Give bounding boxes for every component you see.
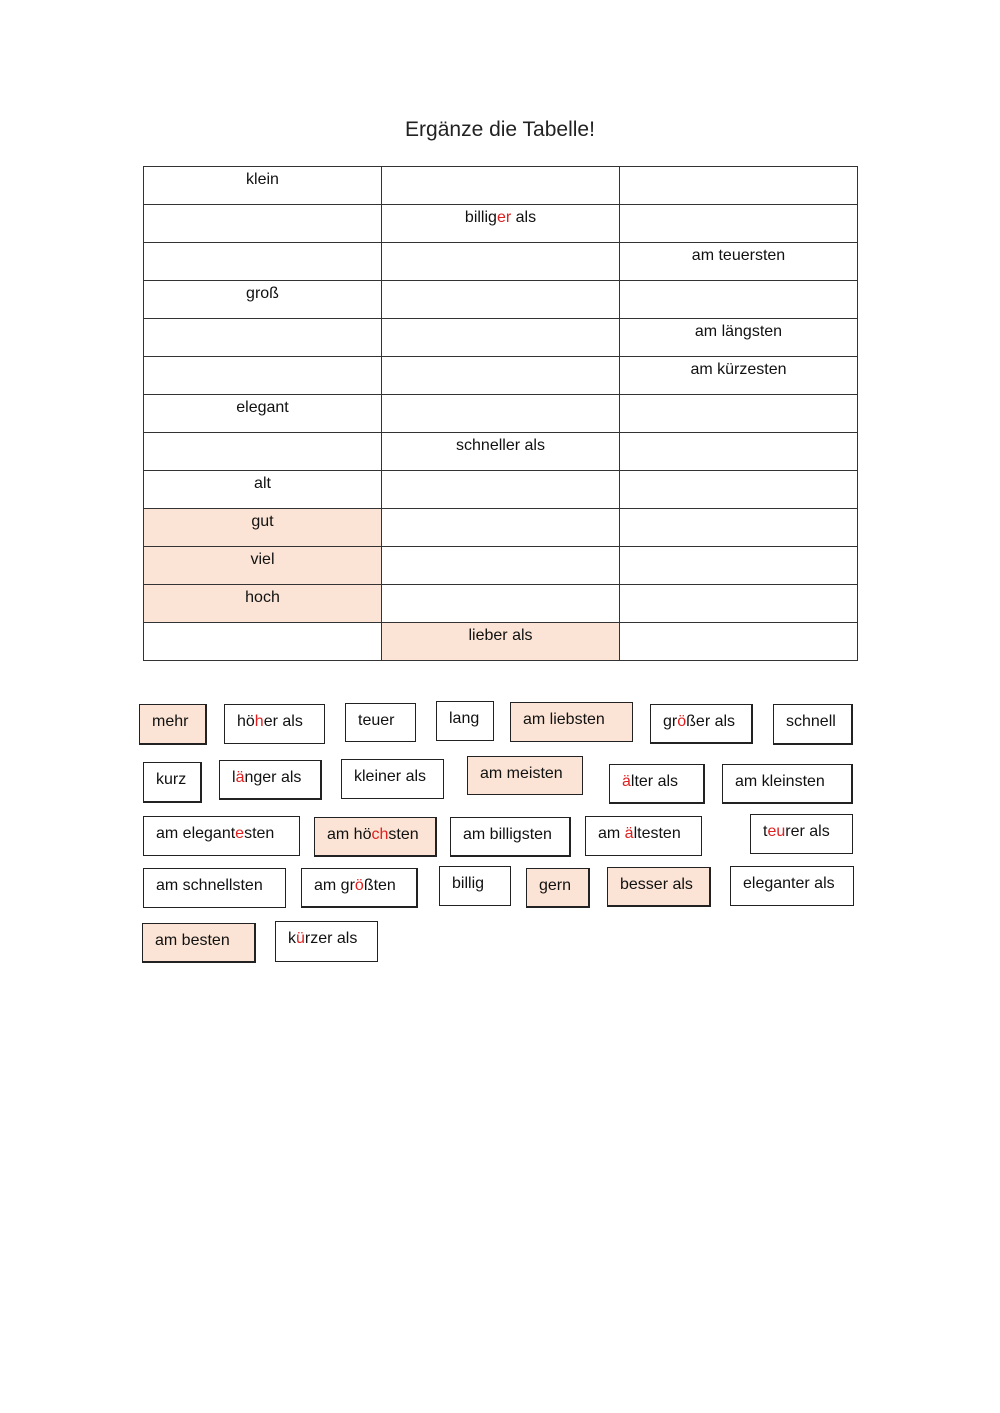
- table-cell: schneller als: [382, 433, 620, 471]
- highlighted-letters: ü: [296, 930, 305, 947]
- word-card[interactable]: [341, 759, 444, 799]
- word-card[interactable]: [609, 764, 705, 804]
- word-card[interactable]: [143, 762, 202, 803]
- table-cell[interactable]: [144, 243, 382, 281]
- word-card[interactable]: [526, 868, 590, 908]
- table-row: [144, 281, 858, 319]
- text-part: rzer als: [304, 930, 358, 947]
- word-card[interactable]: [275, 921, 378, 962]
- table-row: [144, 243, 858, 281]
- table-row: [144, 471, 858, 509]
- word-card[interactable]: [467, 756, 583, 795]
- word-card[interactable]: [314, 817, 437, 857]
- word-card[interactable]: [510, 702, 633, 742]
- word-card[interactable]: [345, 703, 416, 742]
- table-cell[interactable]: [144, 205, 382, 243]
- text-part: sten: [244, 825, 275, 842]
- text-part: mehr: [152, 713, 189, 730]
- table-cell: gut: [144, 509, 382, 547]
- word-card[interactable]: [650, 704, 753, 744]
- text-part: sten: [388, 826, 419, 843]
- text-part: billig: [452, 875, 485, 892]
- text-part: am hö: [327, 826, 372, 843]
- table-cell[interactable]: [144, 319, 382, 357]
- word-card[interactable]: [750, 814, 853, 854]
- table-cell[interactable]: [620, 623, 858, 661]
- text-part: hö: [237, 713, 255, 730]
- table-cell[interactable]: [382, 585, 620, 623]
- highlighted-letters: er: [496, 209, 512, 226]
- word-card[interactable]: [142, 923, 256, 963]
- table-cell: [382, 205, 620, 243]
- text-part: t: [763, 823, 768, 840]
- word-card[interactable]: [722, 764, 853, 804]
- text-part: ltesten: [633, 825, 681, 842]
- table-cell[interactable]: [382, 243, 620, 281]
- word-card[interactable]: [219, 760, 322, 800]
- text-part: am gr: [314, 877, 355, 894]
- table-cell[interactable]: [620, 281, 858, 319]
- table-cell: hoch: [144, 585, 382, 623]
- word-card[interactable]: [585, 816, 702, 856]
- table-row: [144, 623, 858, 661]
- table-cell[interactable]: [144, 357, 382, 395]
- table-cell: viel: [144, 547, 382, 585]
- table-cell[interactable]: [382, 547, 620, 585]
- table-cell[interactable]: [382, 471, 620, 509]
- highlighted-letters: h: [254, 713, 264, 730]
- text-part: als: [511, 209, 537, 226]
- text-part: ßten: [363, 877, 396, 894]
- word-card[interactable]: [439, 866, 511, 906]
- table-cell[interactable]: [620, 205, 858, 243]
- table-cell: am längsten: [620, 319, 858, 357]
- text-part: lang: [449, 710, 480, 727]
- word-card[interactable]: [773, 704, 853, 745]
- table-cell[interactable]: [620, 395, 858, 433]
- table-cell[interactable]: [620, 471, 858, 509]
- text-part: nger als: [244, 769, 302, 786]
- table-cell: alt: [144, 471, 382, 509]
- page-title: Ergänze die Tabelle!: [405, 118, 595, 141]
- text-part: schnell: [786, 713, 836, 730]
- text-part: am: [598, 825, 625, 842]
- table-cell[interactable]: [144, 433, 382, 471]
- word-card[interactable]: [143, 816, 300, 856]
- table-cell[interactable]: [382, 509, 620, 547]
- text-part: k: [288, 930, 296, 947]
- table-row: [144, 547, 858, 585]
- text-part: er als: [263, 713, 303, 730]
- text-part: rer als: [785, 823, 830, 840]
- table-cell[interactable]: [144, 623, 382, 661]
- highlighted-letters: ö: [354, 877, 364, 894]
- word-card[interactable]: [730, 866, 854, 906]
- table-cell: am kürzesten: [620, 357, 858, 395]
- text-part: am billigsten: [463, 826, 552, 843]
- table-cell[interactable]: [620, 167, 858, 205]
- word-card[interactable]: [224, 704, 325, 744]
- text-part: am besten: [155, 932, 230, 949]
- table-row: [144, 357, 858, 395]
- table-cell: am teuersten: [620, 243, 858, 281]
- text-part: billig: [464, 209, 497, 226]
- highlighted-letters: ö: [677, 713, 687, 730]
- text-part: lter als: [630, 773, 679, 790]
- text-part: eleganter als: [743, 875, 835, 892]
- word-card[interactable]: [143, 868, 286, 908]
- highlighted-letters: ä: [235, 769, 245, 786]
- highlighted-letters: ä: [624, 825, 634, 842]
- word-card[interactable]: [607, 867, 711, 907]
- text-part: am elegant: [156, 825, 236, 842]
- word-card[interactable]: [139, 704, 207, 745]
- text-part: am schnellsten: [156, 877, 263, 894]
- table-row: [144, 433, 858, 471]
- text-part: am meisten: [480, 765, 563, 782]
- table-cell[interactable]: [620, 585, 858, 623]
- table-cell: lieber als: [382, 623, 620, 661]
- table-cell: elegant: [144, 395, 382, 433]
- text-part: am liebsten: [523, 711, 605, 728]
- table-cell[interactable]: [620, 509, 858, 547]
- table-row: [144, 585, 858, 623]
- word-card[interactable]: [450, 817, 571, 857]
- table-row: [144, 395, 858, 433]
- text-part: teuer: [358, 712, 395, 729]
- table-cell[interactable]: [382, 167, 620, 205]
- word-card[interactable]: [436, 701, 494, 741]
- table-cell[interactable]: [382, 395, 620, 433]
- table-cell[interactable]: [620, 433, 858, 471]
- table-row: [144, 319, 858, 357]
- text-part: am kleinsten: [735, 773, 825, 790]
- highlighted-letters: e: [235, 825, 245, 842]
- table-row: [144, 509, 858, 547]
- text-part: ßer als: [686, 713, 736, 730]
- comparison-table: [143, 166, 858, 661]
- text-part: gern: [539, 877, 572, 894]
- table-cell[interactable]: [382, 357, 620, 395]
- table-row: [144, 205, 858, 243]
- table-row: [144, 167, 858, 205]
- table-cell[interactable]: [382, 281, 620, 319]
- highlighted-letters: ä: [622, 773, 631, 790]
- text-part: besser als: [620, 876, 693, 893]
- table-cell: klein: [144, 167, 382, 205]
- table-cell[interactable]: [620, 547, 858, 585]
- text-part: kurz: [156, 771, 187, 788]
- word-card[interactable]: [301, 868, 418, 908]
- highlighted-letters: ch: [371, 826, 389, 843]
- table-cell: groß: [144, 281, 382, 319]
- text-part: kleiner als: [354, 768, 427, 785]
- table-cell[interactable]: [382, 319, 620, 357]
- text-part: gr: [663, 713, 678, 730]
- text-part: l: [232, 769, 236, 786]
- highlighted-letters: eu: [767, 823, 786, 840]
